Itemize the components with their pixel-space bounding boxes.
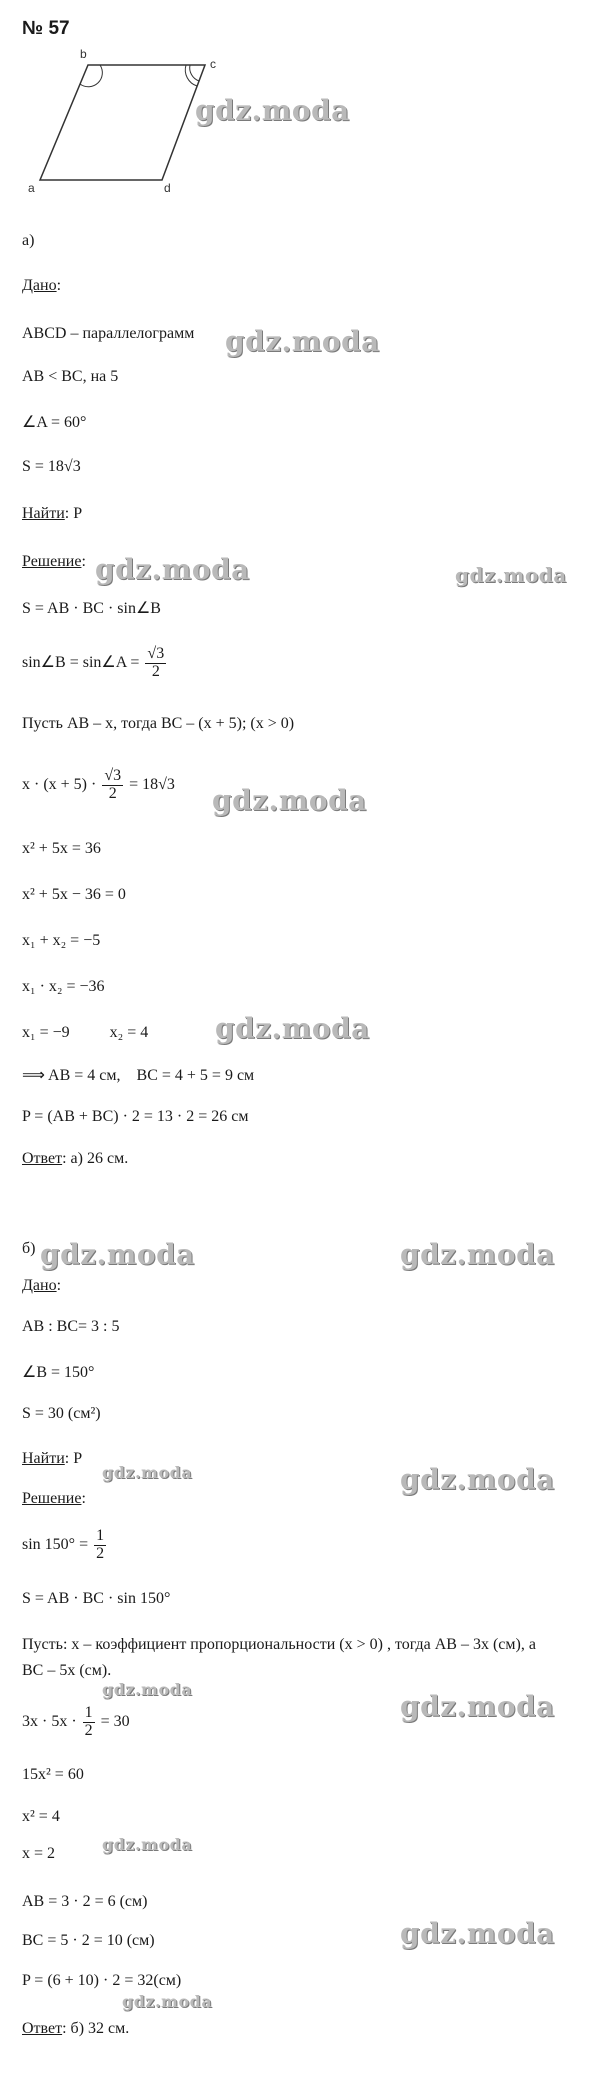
parallelogram-shape xyxy=(40,65,205,180)
watermark: gdz.moda xyxy=(212,784,367,817)
part-a-label: а) xyxy=(22,232,35,249)
fraction: $\frac{1}{2}$ xyxy=(84,1704,93,1739)
angle-arc-c2 xyxy=(185,65,197,86)
fraction: $\frac{1}{2}$ xyxy=(96,1527,105,1562)
problem-title: № 57 xyxy=(22,18,70,39)
watermark: gdz.moda xyxy=(400,1690,555,1723)
part-b-given-heading: Дано: xyxy=(22,1277,62,1294)
part-a-answer: Ответ: а) 26 см. xyxy=(22,1150,129,1167)
part-a-vieta-product: x₁ · x₂ = −36 xyxy=(22,978,105,995)
part-b-solution-heading: Решение: xyxy=(22,1490,86,1507)
angle-arc-c xyxy=(190,65,199,81)
part-b-perimeter: P = (6 + 10) · 2 = 32(см) xyxy=(22,1972,182,1989)
part-a-given-2: AB < BC, на 5 xyxy=(22,368,119,385)
part-b-label: б) xyxy=(22,1240,36,1257)
part-a-find: Найти: P xyxy=(22,505,83,522)
vertex-label-a: a xyxy=(28,181,35,195)
vertex-label-c: c xyxy=(210,57,216,71)
part-a-quad-1: x² + 5x = 36 xyxy=(22,840,101,857)
part-a-sides: ⟹ AB = 4 см, BC = 4 + 5 = 9 см xyxy=(22,1067,255,1084)
part-a-area-formula: S = AB · BC · sin∠B xyxy=(22,600,161,617)
watermark: gdz.moda xyxy=(455,563,567,587)
watermark: gdz.moda xyxy=(40,1238,195,1271)
part-b-find: Найти: P xyxy=(22,1450,83,1467)
fraction: $\frac{√3}{2}$ xyxy=(147,645,165,680)
part-b-given-1: AB : BC= 3 : 5 xyxy=(22,1318,120,1335)
vertex-label-b: b xyxy=(80,47,87,61)
part-b-ab: AB = 3 · 2 = 6 (см) xyxy=(22,1893,148,1910)
part-a-vieta-sum: x₁ + x₂ = −5 xyxy=(22,932,101,949)
part-a-given-heading: Дано: xyxy=(22,277,62,294)
watermark: gdz.moda xyxy=(102,1835,193,1854)
watermark: gdz.moda xyxy=(102,1463,193,1482)
watermark: gdz.moda xyxy=(400,1238,555,1271)
part-a-quad-2: x² + 5x − 36 = 0 xyxy=(22,886,126,903)
vertex-label-d: d xyxy=(164,181,171,195)
watermark: gdz.moda xyxy=(215,1012,370,1045)
watermark: gdz.moda xyxy=(400,1463,555,1496)
fraction: $\frac{√3}{2}$ xyxy=(104,767,122,802)
watermark: gdz.moda xyxy=(102,1680,193,1699)
part-b-eq-4: x = 2 xyxy=(22,1845,56,1862)
part-b-bc: BC = 5 · 2 = 10 (см) xyxy=(22,1932,155,1949)
watermark: gdz.moda xyxy=(225,325,380,358)
part-b-let-2: BC – 5x (см). xyxy=(22,1662,112,1679)
part-b-answer: Ответ: б) 32 см. xyxy=(22,2020,130,2037)
part-a-perimeter: P = (AB + BC) · 2 = 13 · 2 = 26 см xyxy=(22,1108,249,1125)
watermark: gdz.moda xyxy=(122,1992,213,2011)
watermark: gdz.moda xyxy=(195,94,350,127)
part-b-sin-line: sin 150° = $\frac{1}{2}$ xyxy=(22,1527,105,1562)
part-a-sin-line: sin∠B = sin∠A = $\frac{√3}{2}$ xyxy=(22,645,165,680)
part-a-roots: x₁ = −9 x₂ = 4 xyxy=(22,1024,149,1041)
part-a-let: Пусть AB – x, тогда BC – (x + 5); (x > 0) xyxy=(22,715,295,732)
part-a-given-3: ∠A = 60° xyxy=(22,414,87,431)
part-b-given-2: ∠B = 150° xyxy=(22,1364,95,1381)
part-b-area-formula: S = AB · BC · sin 150° xyxy=(22,1590,171,1607)
part-b-eq-3: x² = 4 xyxy=(22,1808,60,1825)
part-b-eq-2: 15x² = 60 xyxy=(22,1766,84,1783)
part-a-given-1: ABCD – параллелограмм xyxy=(22,325,195,342)
watermark: gdz.moda xyxy=(95,553,250,586)
part-b-equation: 3x · 5x · $\frac{1}{2}$ = 30 xyxy=(22,1704,130,1739)
watermark: gdz.moda xyxy=(400,1917,555,1950)
part-a-given-4: S = 18√3 xyxy=(22,458,81,475)
part-a-equation: x · (x + 5) · $\frac{√3}{2}$ = 18√3 xyxy=(22,767,175,802)
part-a-solution-heading: Решение: xyxy=(22,553,86,570)
part-b-given-3: S = 30 (см²) xyxy=(22,1405,101,1422)
part-b-let-1: Пусть: x – коэффициент пропорциональности (x > 0) , тогда AB – 3x (см), а xyxy=(22,1636,536,1653)
